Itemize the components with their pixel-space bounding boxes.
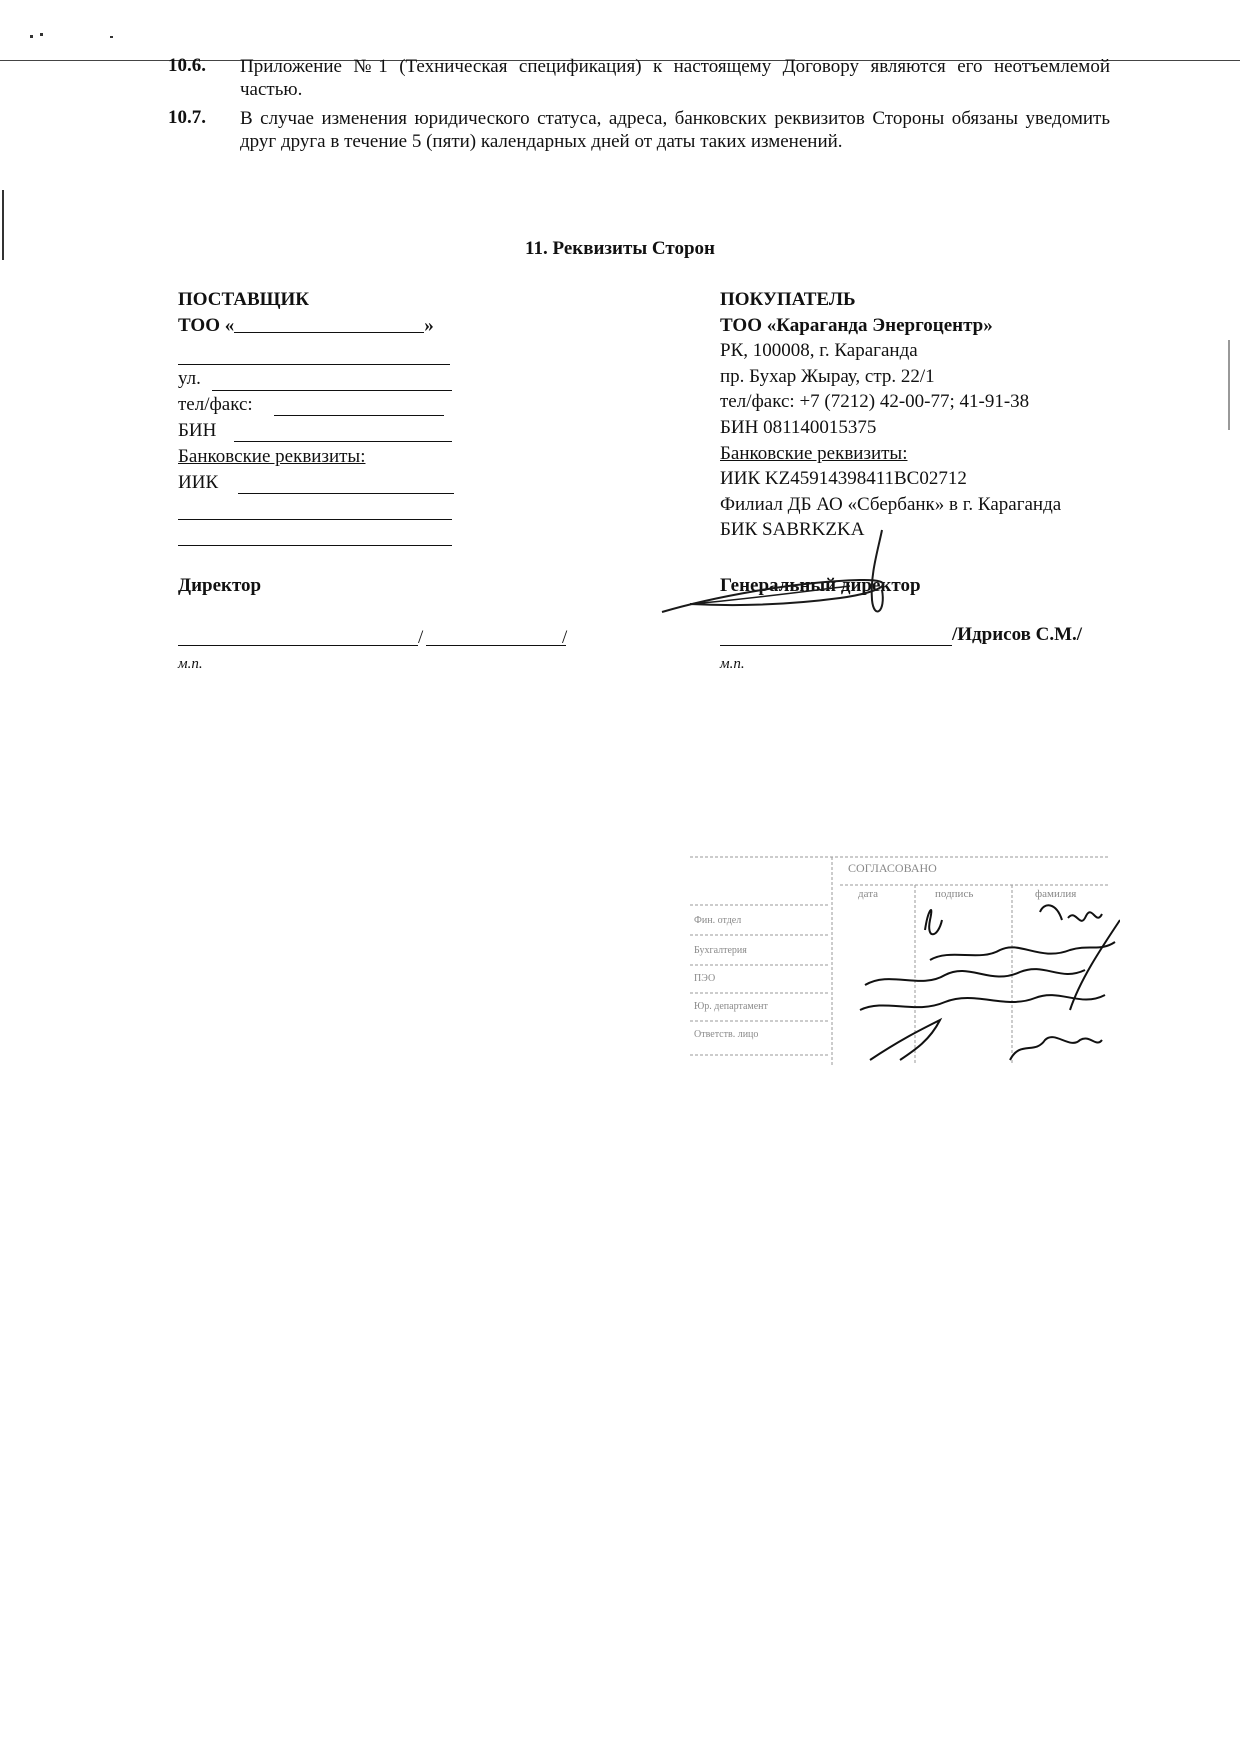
supplier-bank-label: Банковские реквизиты:	[178, 446, 366, 467]
buyer-address-line1: РК, 100008, г. Караганда	[720, 340, 918, 362]
buyer-block	[720, 287, 1140, 543]
buyer-phone: тел/факс: +7 (7212) 42-00-77; 41-91-38	[720, 391, 1030, 413]
buyer-stamp-mark: м.п.	[720, 656, 745, 672]
blank-line	[238, 493, 454, 494]
signature-separator: /	[562, 627, 568, 648]
approval-row-label: ПЭО	[694, 973, 716, 984]
approval-row-label: Фин. отдел	[694, 915, 742, 926]
approval-column-signature: подпись	[935, 888, 974, 900]
approval-row-label: Ответств. лицо	[694, 1029, 759, 1040]
buyer-signatory: /Идрисов С.М./	[952, 624, 1083, 645]
section-title: 11. Реквизиты Сторон	[525, 238, 715, 259]
supplier-stamp-mark: м.п.	[178, 656, 203, 672]
supplier-street-label: ул.	[178, 368, 201, 389]
buyer-bik: БИК SABRKZKA	[720, 519, 865, 541]
signature-line	[720, 645, 952, 646]
buyer-bin: БИН 081140015375	[720, 416, 877, 438]
approval-stamp	[690, 855, 1110, 1070]
blank-line	[212, 390, 452, 391]
buyer-org: ТОО «Караганда Энергоцентр»	[720, 314, 993, 336]
signature-line	[426, 645, 566, 646]
clause-text: Приложение №1 (Техническая спецификация) к настоящему Договору являются его неотъемлемой частью.	[240, 56, 1110, 100]
signature-line	[178, 645, 418, 646]
supplier-block	[178, 287, 478, 338]
supplier-iik-label: ИИК	[178, 472, 219, 493]
buyer-role: Генеральный директор	[720, 575, 921, 596]
scan-dot	[40, 33, 43, 36]
buyer-branch: Филиал ДБ АО «Сбербанк» в г. Караганда	[720, 493, 1062, 515]
scan-dot	[110, 36, 113, 38]
clause-number: 10.6.	[168, 55, 206, 76]
supplier-role: Директор	[178, 575, 262, 596]
approval-column-date: дата	[858, 888, 879, 900]
buyer-iik: ИИК KZ45914398411BC02712	[720, 468, 967, 490]
signature-separator: /	[418, 627, 424, 648]
approval-column-surname: фамилия	[1035, 888, 1077, 900]
supplier-org: ТОО « »	[178, 314, 434, 336]
supplier-heading: ПОСТАВЩИК	[178, 289, 310, 310]
approval-signatures	[830, 890, 1120, 1070]
blank-line	[178, 545, 452, 546]
approval-row-label: Юр. департамент	[694, 1001, 768, 1012]
supplier-bin-label: БИН	[178, 420, 217, 441]
blank-line	[234, 441, 452, 442]
buyer-heading: ПОКУПАТЕЛЬ	[720, 289, 856, 310]
director-signature	[650, 520, 970, 630]
approval-row-label: Бухгалтерия	[694, 945, 747, 956]
buyer-address-line2: пр. Бухар Жырау, стр. 22/1	[720, 365, 935, 387]
scan-edge	[1228, 340, 1230, 430]
blank-line	[178, 519, 452, 520]
blank-line	[274, 415, 444, 416]
supplier-phone-label: тел/факс:	[178, 394, 253, 415]
blank-line	[178, 364, 450, 365]
clause-number: 10.7.	[168, 107, 206, 128]
scan-dot	[30, 35, 33, 38]
buyer-bank-label: Банковские реквизиты:	[720, 442, 908, 464]
supplier-org-blank	[234, 314, 424, 333]
clause-text: В случае изменения юридического статуса, адреса, банковских реквизитов Стороны обязаны уведомить друг друга в течение 5 (пяти) календарных дней от даты таких изменений.	[240, 108, 1110, 152]
approval-stamp-title: СОГЛАСОВАНО	[848, 861, 937, 875]
